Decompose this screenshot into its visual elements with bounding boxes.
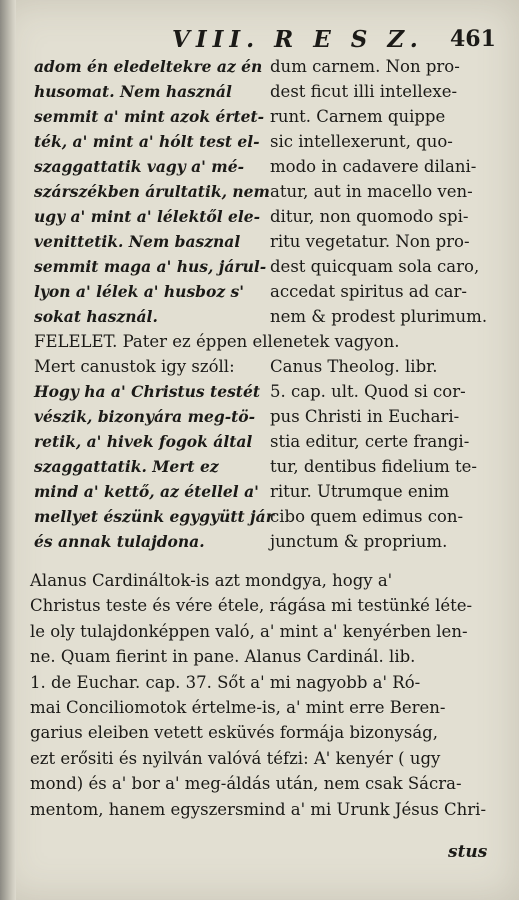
text-line: adom én eledeltekre az én [34,57,263,76]
text-line: ték, a' mint a' hólt test el- [34,132,260,151]
page-gutter-edge [0,0,16,900]
text-line: ne. Quam fierint in pane. Alanus Cardinál. lib. [30,647,416,667]
text-line: dest quicquam sola caro, [270,257,480,276]
text-line: Mert canustok igy szóll: [34,357,235,376]
page-header [0,26,519,52]
text-line: nem & prodest plurimum. [270,307,488,326]
text-line: 1. de Euchar. cap. 37. Sőt a' mi nagyobb a' Ró- [30,672,421,692]
answer-line: FELELET. Pater ez éppen ellenetek vagyon. [34,332,400,351]
text-line: és annak tulajdona. [34,532,205,551]
text-line: semmit maga a' hus, járul- [34,257,267,276]
text-line: tur, dentibus fidelium te- [270,457,477,476]
text-line: ditur, non quomodo spi- [270,207,469,226]
text-line: cibo quem edimus con- [270,507,464,526]
text-line: szaggattatik. Mert ez [34,457,219,476]
text-line: husomat. Nem használ [34,82,232,101]
text-line: accedat spiritus ad car- [270,282,467,301]
text-line: runt. Carnem quippe [270,107,446,126]
page-number: 461 [450,26,496,52]
text-line: ritur. Utrumque enim [270,482,450,501]
text-line: vészik, bizonyára meg-tö- [34,407,256,426]
text-line: mind a' kettő, az étellel a' [34,482,259,501]
text-line: pus Christi in Euchari- [270,407,460,426]
text-line: mentom, hanem egyszersmind a' mi Urunk Jésus Chri- [30,799,487,819]
text-line: ezt erősiti és nyilván valóvá téfzi: A' kenyér ( ugy [30,748,441,768]
text-line [270,329,505,354]
text-line: mond) és a' bor a' meg-áldás után, nem csak Sácra- [30,774,462,794]
text-line: modo in cadavere dilani- [270,157,477,176]
text-line: semmit a' mint azok értet- [34,107,265,126]
text-line: le oly tulajdonképpen való, a' mint a' kenyérben len- [30,621,468,641]
text-line: Christus teste és vére étele, rágása mi testünké léte- [30,596,473,616]
text-line: Canus Theolog. libr. [270,357,438,376]
text-line: sokat használ. [34,307,158,326]
text-line: dum carnem. Non pro- [270,57,460,76]
text-line: sic intellexerunt, quo- [270,132,453,151]
text-line: szaggattatik vagy a' mé- [34,157,245,176]
text-line: lyon a' lélek a' husboz s' [34,282,245,301]
catchword: stus [448,842,488,862]
running-title: VIII. R E S Z. [172,26,424,53]
text-line: stia editur, certe frangi- [270,432,470,451]
text-line: mellyet észünk egygyütt jár [34,507,274,526]
text-line: Hogy ha a' Christus testét [34,382,260,401]
text-line: ritu vegetatur. Non pro- [270,232,470,251]
text-line: dest ficut illi intellexe- [270,82,458,101]
text-line: szárszékben árultatik, nem [34,182,270,201]
text-line: atur, aut in macello ven- [270,182,473,201]
text-line: junctum & proprium. [270,532,448,551]
text-line: venittetik. Nem basznal [34,232,241,251]
full-width-paragraph [30,568,500,822]
text-line: mai Conciliomotok értelme-is, a' mint erre Beren- [30,698,446,718]
latin-column [270,54,505,554]
text-line: garius eleiben vetett esküvés formája bizonyság, [30,723,438,743]
text-line: retik, a' hivek fogok által [34,432,253,451]
text-line: ugy a' mint a' lélektől ele- [34,207,261,226]
text-line: Alanus Cardináltok-is azt mondgya, hogy a' [30,571,393,590]
text-line: 5. cap. ult. Quod si cor- [270,382,466,401]
